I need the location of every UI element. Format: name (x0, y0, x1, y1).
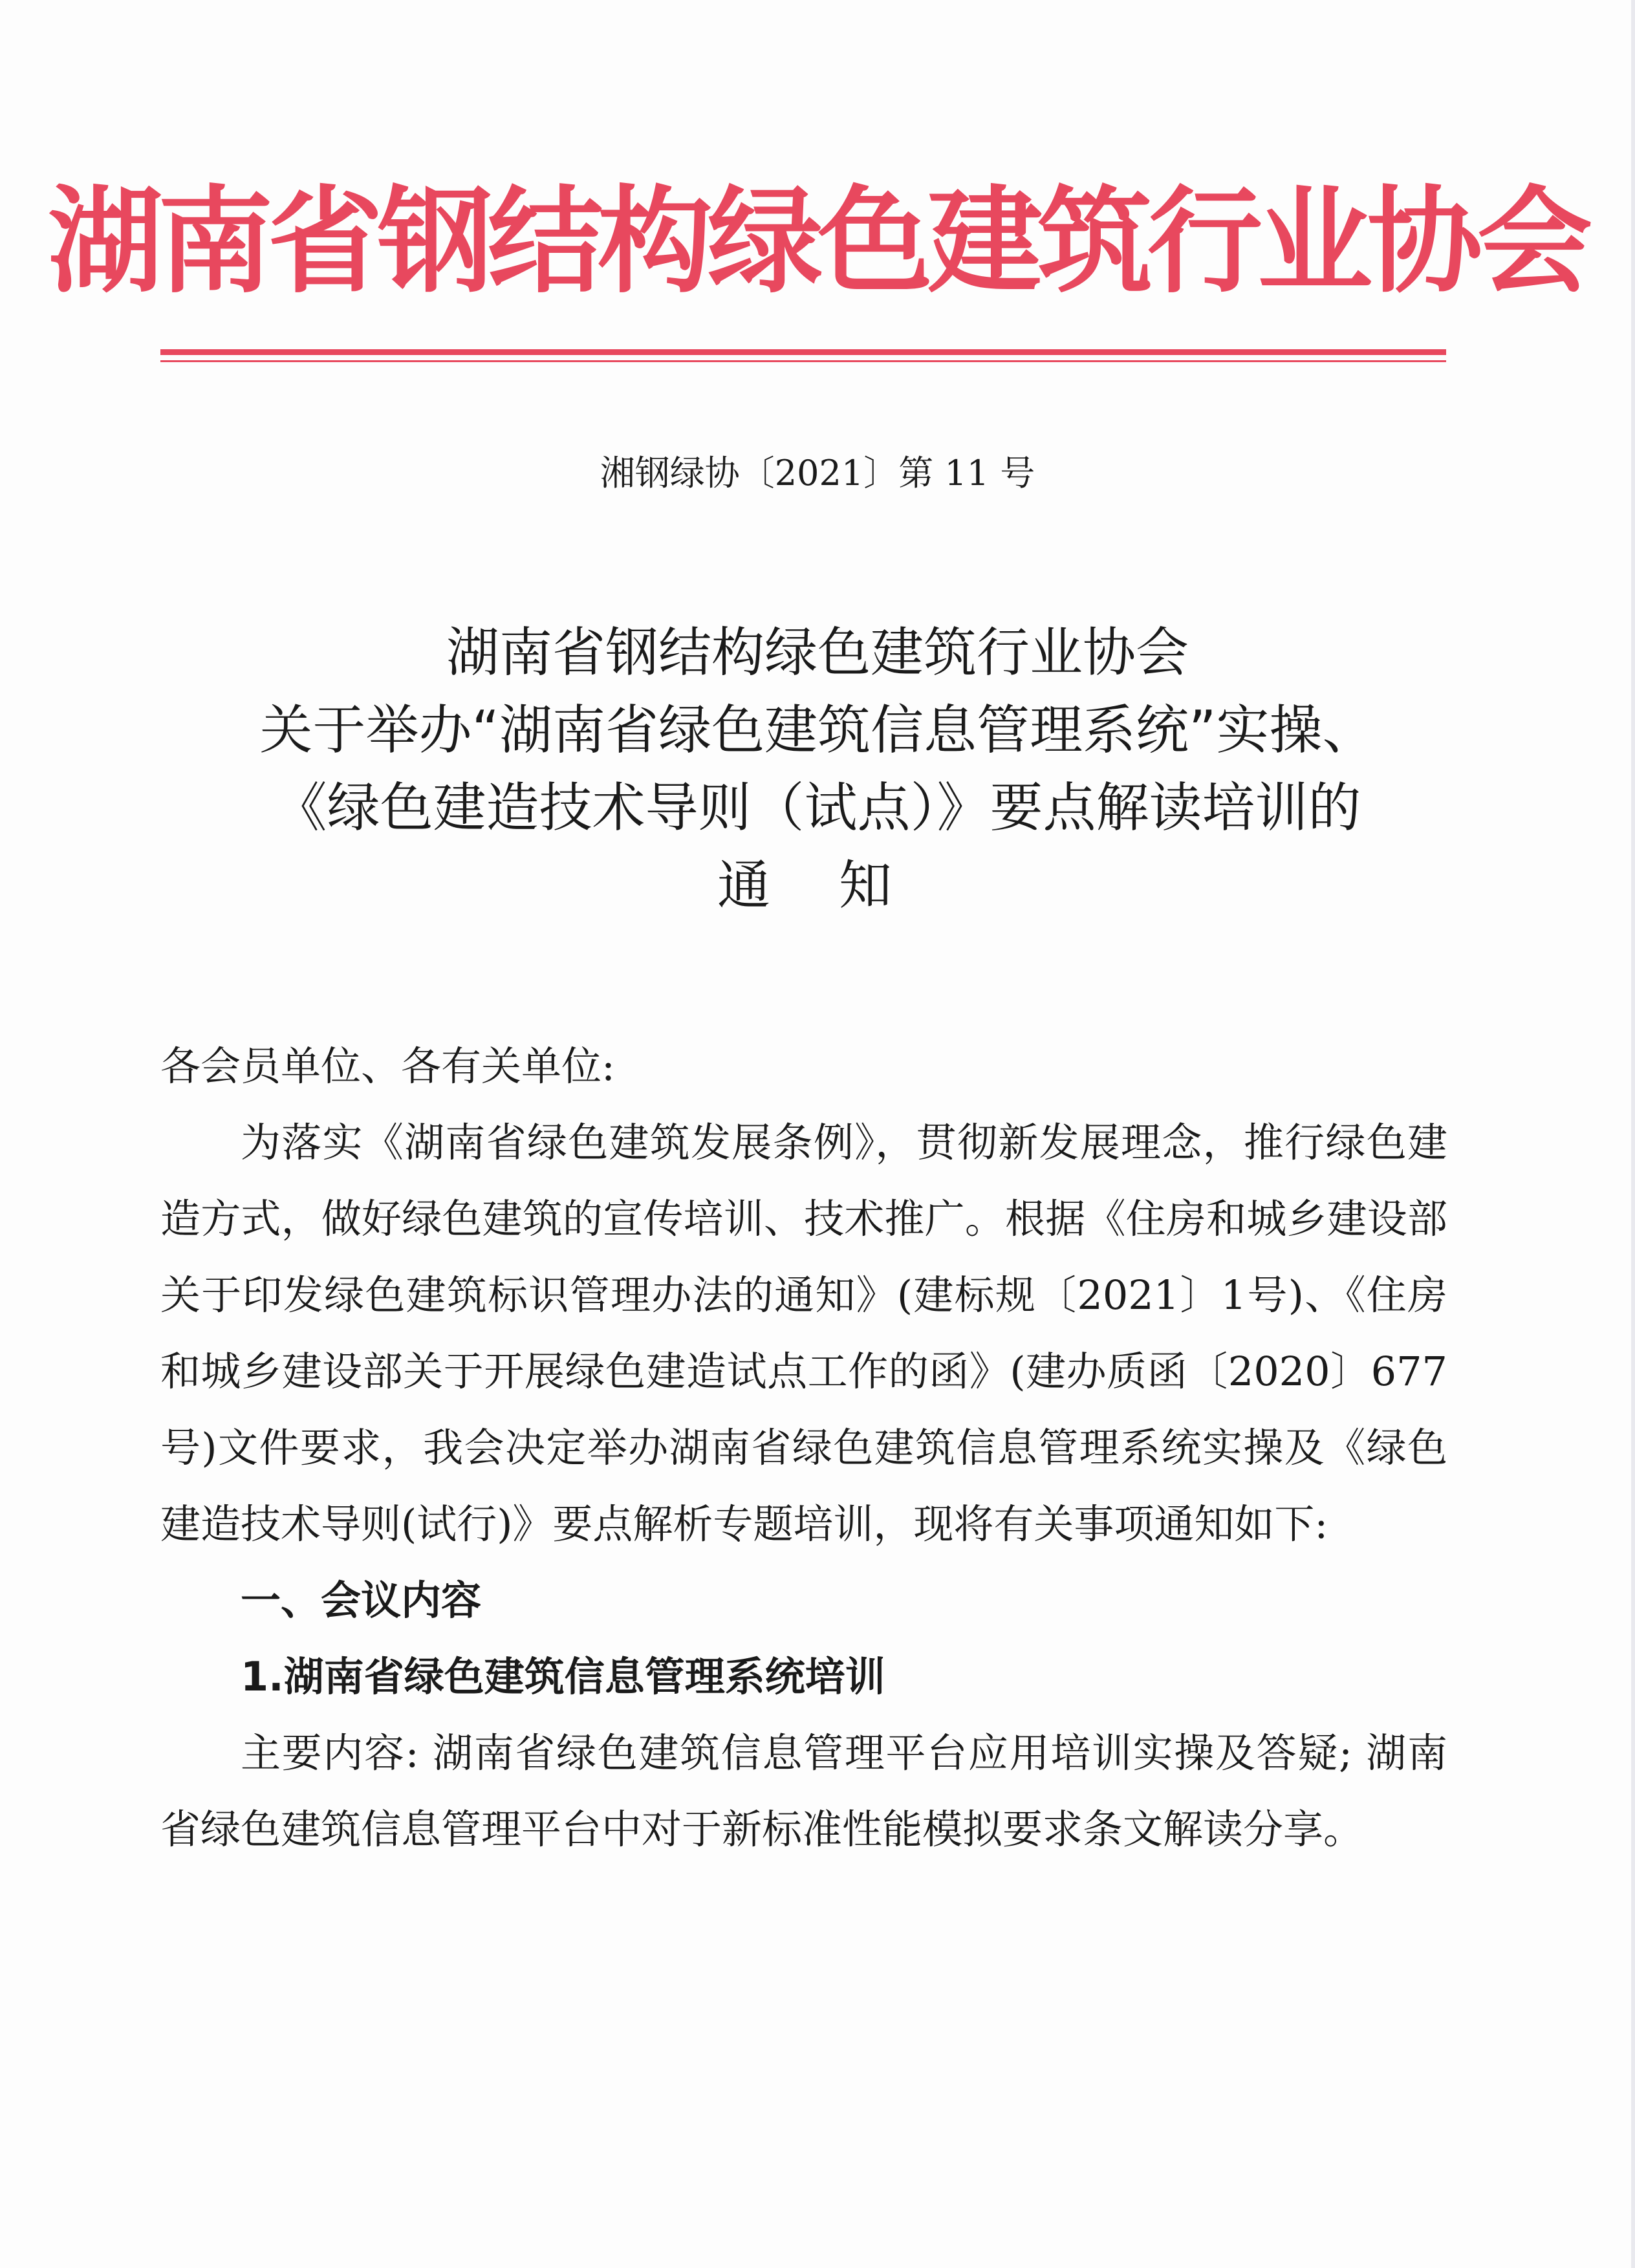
title-line-4: 通 知 (717, 855, 918, 916)
letterhead-rule-thick (160, 349, 1446, 355)
intro-paragraph: 为落实《湖南省绿色建筑发展条例》，贯彻新发展理念，推行绿色建造方式，做好绿色建筑的宣传培训、技术推广。根据《住房和城乡建设部关于印发绿色建筑标识管理办法的通知》(建标规〔2021〕1号)、《住房和城乡建设部关于开展绿色建造试点工作的函》(建办质函〔2020〕677号)文件要求，我会决定举办湖南省绿色建筑信息管理系统实操及《绿色建造技术导则(试行)》要点解析专题培训，现将有关事项通知如下: (160, 1119, 1447, 1548)
section-heading-1: 一、会议内容 (241, 1577, 482, 1624)
notice-body (160, 1028, 1447, 1868)
letterhead-title: 湖南省钢结构绿色建筑行业协会 (48, 175, 1587, 308)
subsection-content-1: 主要内容: 湖南省绿色建筑信息管理平台应用培训实操及答疑; 湖南省绿色建筑信息管理平台中对于新标准性能模拟要求条文解读分享。 (160, 1729, 1447, 1853)
notice-title (0, 614, 1635, 925)
title-line-3: 《绿色建造技术导则（试点）》要点解读培训的 (274, 777, 1361, 839)
page-edge-shadow (1631, 0, 1635, 2268)
title-line-2: 关于举办“湖南省绿色建筑信息管理系统”实操、 (259, 700, 1376, 761)
subsection-heading-1: 1.湖南省绿色建筑信息管理系统培训 (241, 1653, 885, 1700)
letterhead-rule-thin (160, 360, 1446, 362)
title-line-1: 湖南省钢结构绿色建筑行业协会 (446, 622, 1189, 684)
document-number: 湘钢绿协〔2021〕第 11 号 (600, 453, 1035, 493)
salutation: 各会员单位、各有关单位: (160, 1042, 615, 1090)
